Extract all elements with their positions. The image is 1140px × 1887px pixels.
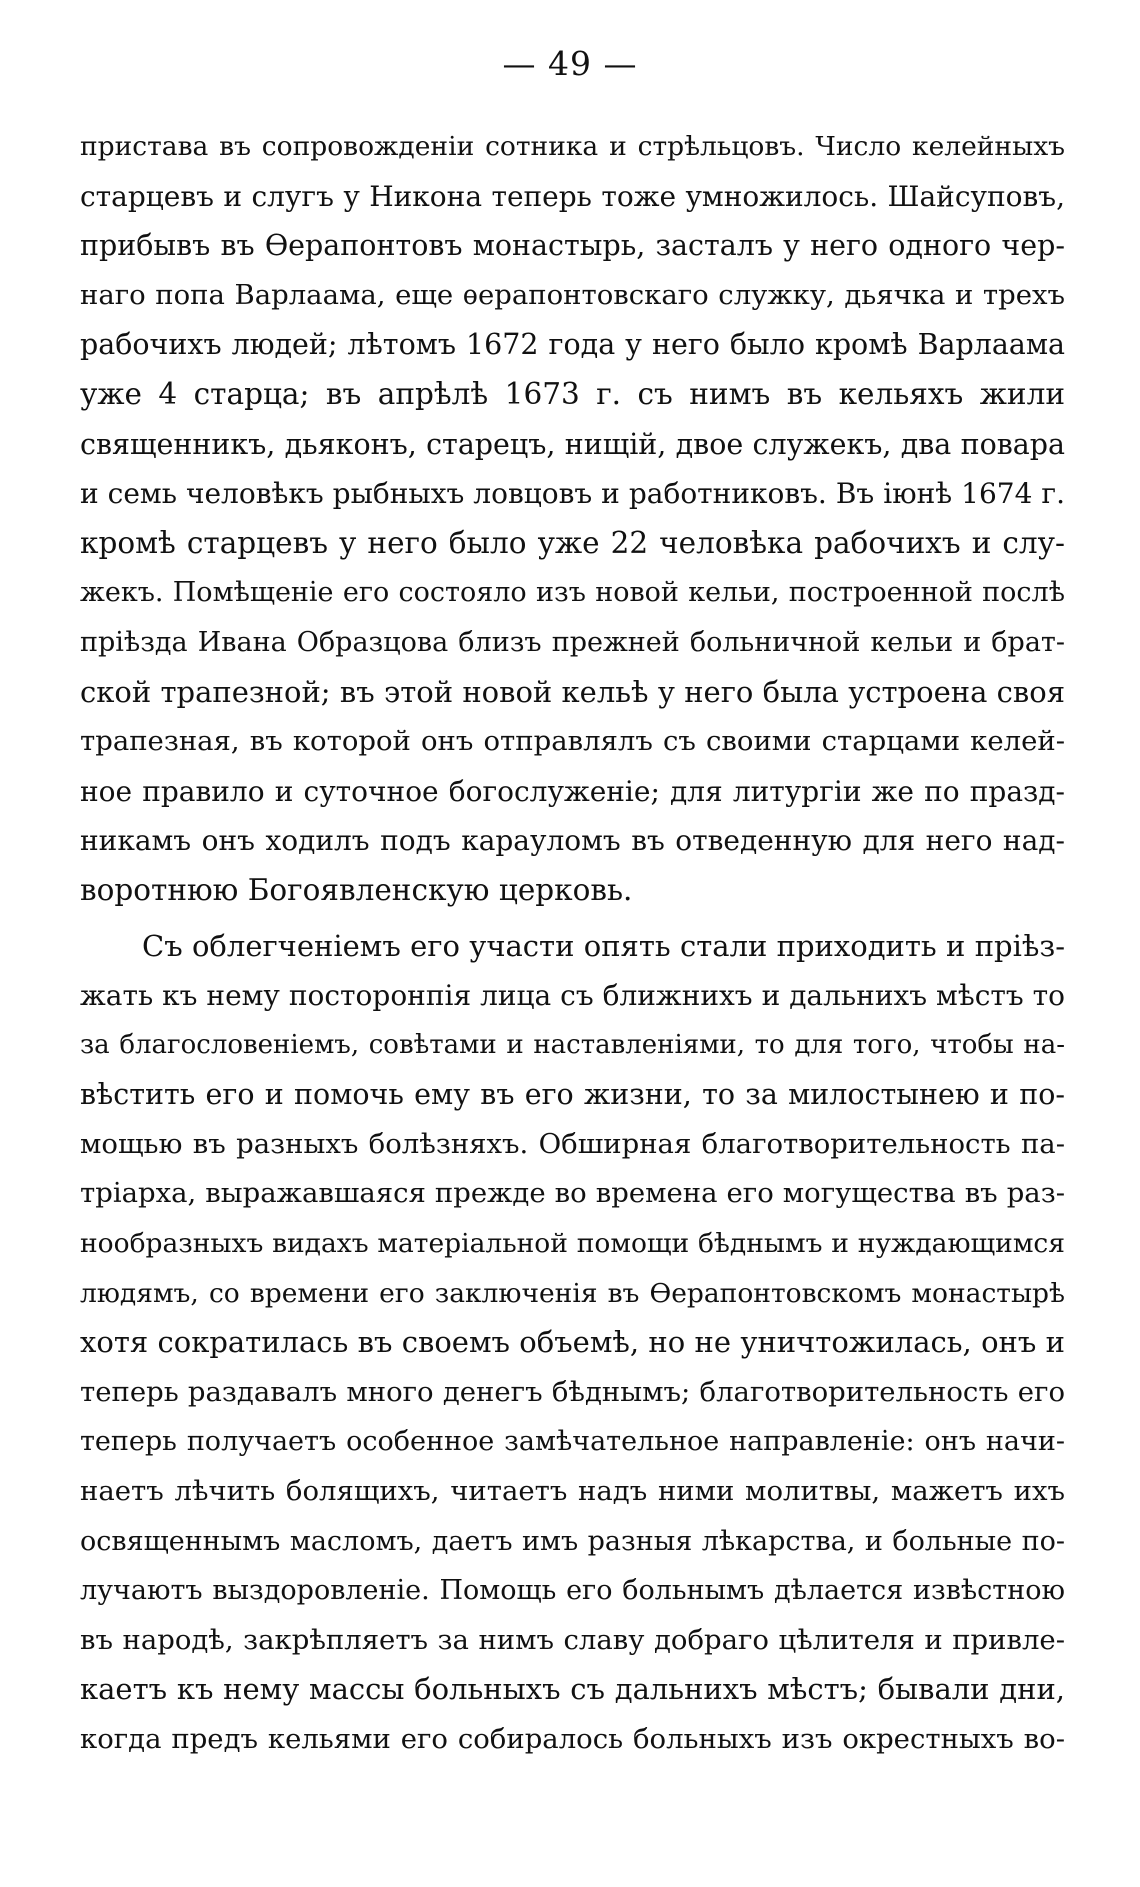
text-line: нообразныхъ видахъ матеріальной помощи бѣднымъ и нуждающимся xyxy=(80,1228,1065,1260)
text-line: старцевъ и слугъ у Никона теперь тоже умножилось. Шайсуповъ, xyxy=(80,179,1065,213)
text-line: рабочихъ людей; лѣтомъ 1672 года у него было кромѣ Варлаама xyxy=(80,328,1065,362)
page-number: — 49 — xyxy=(502,44,638,83)
text-line: наетъ лѣчить болящихъ, читаетъ надъ ними молитвы, мажетъ ихъ xyxy=(80,1475,1065,1508)
text-line: мощью въ разныхъ болѣзняхъ. Обширная благотворительность па- xyxy=(80,1127,1065,1160)
body-text xyxy=(80,122,1065,1765)
text-line: вѣстить его и помочь ему въ его жизни, то за милостынею и по- xyxy=(80,1078,1065,1112)
text-line: уже 4 старца; въ апрѣлѣ 1673 г. съ нимъ въ кельяхъ жили xyxy=(80,376,1065,411)
text-line: и семь человѣкъ рыбныхъ ловцовъ и работниковъ. Въ іюнѣ 1674 г. xyxy=(80,477,1065,511)
text-line: теперь получаетъ особенное замѣчательное направленіе: онъ начи- xyxy=(80,1426,1065,1458)
text-line: пристава въ сопровожденіи сотника и стрѣльцовъ. Число келейныхъ xyxy=(80,131,1065,162)
text-line: теперь раздавалъ много денегъ бѣднымъ; благотворительность его xyxy=(80,1375,1065,1408)
text-line: наго попа Варлаама, еще ѳерапонтовскаго служку, дьячка и трехъ xyxy=(80,278,1065,311)
text-line: за благословеніемъ, совѣтами и наставленіями, то для того, чтобы на- xyxy=(80,1029,1065,1060)
text-line: ской трапезной; въ этой новой кельѣ у него была устроена своя xyxy=(80,674,1065,709)
text-line: когда предъ кельями его собиралось больныхъ изъ окрестныхъ во- xyxy=(80,1723,1065,1755)
text-line: людямъ, со времени его заключенія въ Ѳерапонтовскомъ монастырѣ xyxy=(80,1277,1065,1309)
text-line: священникъ, дьяконъ, старецъ, нищій, двое служекъ, два повара xyxy=(80,427,1065,461)
text-line: трапезная, въ которой онъ отправлялъ съ своими старцами келей- xyxy=(80,725,1065,758)
text-line: пріѣзда Ивана Образцова близъ прежней больничной кельи и брат- xyxy=(80,626,1065,658)
text-line: Съ облегченіемъ его участи опять стали приходить и пріѣз- xyxy=(142,928,1065,963)
paragraph-1 xyxy=(80,122,1065,916)
text-line: лучаютъ выздоровленіе. Помощь его больнымъ дѣлается извѣстною xyxy=(80,1575,1065,1607)
text-line: воротнюю Богоявленскую церковь. xyxy=(80,872,633,907)
text-line: въ народѣ, закрѣпляетъ за нимъ славу добраго цѣлителя и привле- xyxy=(80,1623,1065,1656)
text-line: каетъ къ нему массы больныхъ съ дальнихъ мѣстъ; бывали дни, xyxy=(80,1672,1065,1707)
text-line: ное правило и суточное богослуженіе; для литургіи же по празд- xyxy=(80,774,1065,808)
text-line: прибывъ въ Ѳерапонтовъ монастырь, засталъ у него одного чер- xyxy=(80,229,1065,263)
text-line: тріарха, выражавшаяся прежде во времена его могущества въ раз- xyxy=(80,1177,1065,1210)
paragraph-2 xyxy=(80,922,1065,1765)
text-line: хотя сократилась въ своемъ объемѣ, но не уничтожилась, онъ и xyxy=(80,1325,1065,1360)
text-line: жекъ. Помѣщеніе его состояло изъ новой кельи, построенной послѣ xyxy=(80,577,1065,609)
text-line: никамъ онъ ходилъ подъ карауломъ въ отведенную для него над- xyxy=(80,824,1065,858)
text-line: кромѣ старцевъ у него было уже 22 человѣка рабочихъ и слу- xyxy=(80,525,1065,560)
text-line: освященнымъ масломъ, даетъ имъ разныя лѣкарства, и больные по- xyxy=(80,1525,1065,1557)
text-line: жать къ нему посторонпія лица съ ближнихъ и дальнихъ мѣстъ то xyxy=(80,979,1065,1013)
